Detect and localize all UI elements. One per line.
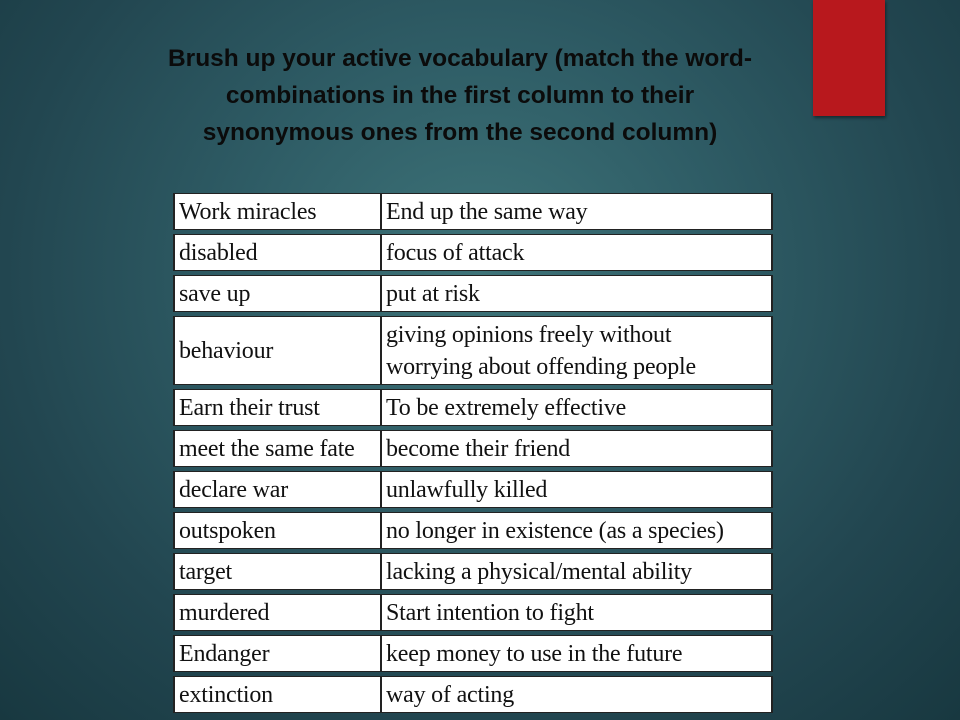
right-cell-line-2: worrying about offending people	[386, 354, 696, 380]
left-cell: extinction	[173, 676, 382, 713]
left-cell: target	[173, 553, 382, 590]
title-line-1: Brush up your active vocabulary (match the word-	[167, 45, 753, 72]
right-cell-line-1: giving opinions freely without	[386, 322, 672, 348]
right-cell: way of acting	[382, 676, 773, 713]
right-cell: unlawfully killed	[382, 471, 773, 508]
table-row	[173, 430, 773, 467]
right-cell: put at risk	[382, 275, 773, 312]
left-cell: save up	[173, 275, 382, 312]
table-row	[173, 471, 773, 508]
left-cell: Work miracles	[173, 193, 382, 230]
left-cell: behaviour	[173, 316, 382, 385]
table-row	[173, 389, 773, 426]
table-row	[173, 316, 773, 385]
right-cell: To be extremely effective	[382, 389, 773, 426]
title-line-3: synonymous ones from the second column)	[202, 119, 718, 146]
left-cell: Endanger	[173, 635, 382, 672]
right-cell	[382, 316, 773, 385]
table-row	[173, 676, 773, 713]
slide-title	[60, 40, 860, 151]
table-row	[173, 512, 773, 549]
right-cell: focus of attack	[382, 234, 773, 271]
right-cell: keep money to use in the future	[382, 635, 773, 672]
table-row	[173, 275, 773, 312]
vocabulary-matching-table	[173, 189, 773, 717]
right-cell: Start intention to fight	[382, 594, 773, 631]
right-cell: End up the same way	[382, 193, 773, 230]
table-row	[173, 553, 773, 590]
left-cell: murdered	[173, 594, 382, 631]
table-row	[173, 594, 773, 631]
left-cell: disabled	[173, 234, 382, 271]
left-cell: meet the same fate	[173, 430, 382, 467]
table-row	[173, 635, 773, 672]
table-row	[173, 234, 773, 271]
title-line-2: combinations in the first column to their	[225, 82, 695, 109]
left-cell: outspoken	[173, 512, 382, 549]
left-cell: declare war	[173, 471, 382, 508]
right-cell: no longer in existence (as a species)	[382, 512, 773, 549]
table-row	[173, 193, 773, 230]
right-cell: lacking a physical/mental ability	[382, 553, 773, 590]
right-cell: become their friend	[382, 430, 773, 467]
left-cell: Earn their trust	[173, 389, 382, 426]
